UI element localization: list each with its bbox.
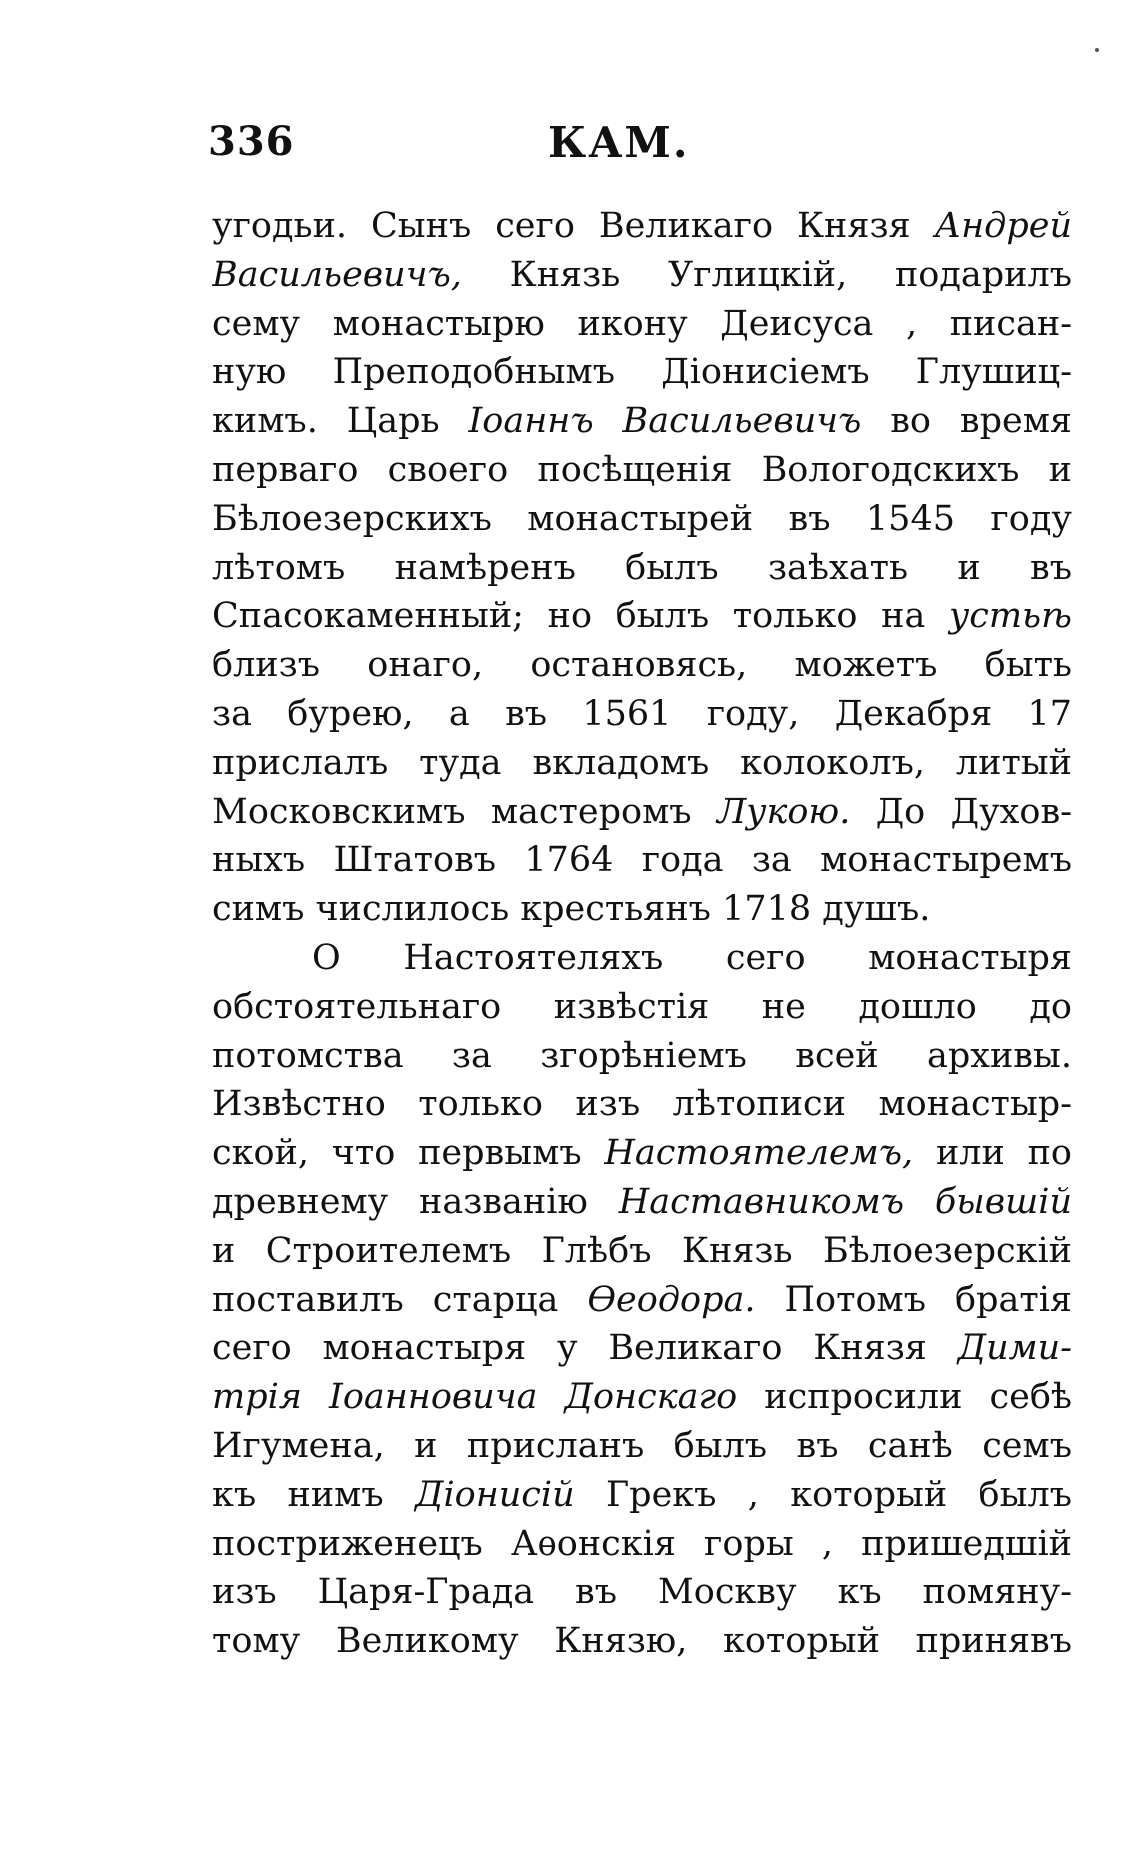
text-line [212,544,1072,593]
text-line [212,202,1072,251]
text-line [212,1373,1072,1422]
text-line [212,1276,1072,1325]
text-span: ской, что первымъ [212,1133,605,1174]
italic-text: Дими- [957,1328,1072,1369]
text-span: сего монастыря у Великаго Князя [212,1328,958,1369]
text-span: Князь Углицкій, подарилъ [461,254,1072,295]
text-line [212,788,1072,837]
italic-text: Ѳеодора. [587,1279,756,1320]
text-span: близъ онаго, остановясь, можетъ быть [212,645,1072,686]
text-span: Грекъ , который былъ [574,1474,1072,1515]
running-head: КАМ. [548,118,690,167]
ink-speck [1095,48,1099,52]
text-line [212,983,1072,1032]
text-line [212,251,1072,300]
text-span: Московскимъ мастеромъ [212,791,717,832]
text-line [212,446,1072,495]
italic-text: Наставникомъ бывшій [618,1181,1072,1222]
italic-text: Діонисій [414,1474,575,1515]
text-line [212,1520,1072,1569]
text-span: за бурею, а въ 1561 году, Декабря 17 [212,693,1072,734]
text-line [212,495,1072,544]
text-line [212,300,1072,349]
text-span: лѣтомъ намѣренъ былъ заѣхать и въ [212,547,1072,588]
text-span: поставилъ старца [212,1279,588,1320]
text-span: До Духов- [850,791,1072,832]
text-line [212,1178,1072,1227]
text-line [212,1227,1072,1276]
text-line [212,592,1072,641]
text-span: Игумена, и присланъ былъ въ санѣ семъ [212,1425,1072,1466]
text-span: прислалъ туда вкладомъ колоколъ, литый [212,742,1072,783]
text-span: О Настоятеляхъ сего монастыря [312,937,1072,978]
text-span: постриженецъ Аѳонскія горы , пришедшій [212,1523,1072,1564]
italic-text: трія Іоанновича Донскаго [212,1377,738,1418]
text-span: ную Преподобнымъ Діонисіемъ Глушиц- [212,352,1072,393]
text-line [212,836,1072,885]
text-span: потомства за згорѣніемъ всей архивы. [212,1035,1072,1076]
text-line [212,1129,1072,1178]
text-span: Извѣстно только изъ лѣтописи монастыр- [212,1084,1072,1125]
text-line [212,1324,1072,1373]
text-line [212,641,1072,690]
text-span: къ нимъ [212,1474,415,1515]
italic-text: устьѣ [948,596,1072,637]
text-span: Бѣлоезерскихъ монастырей въ 1545 году [212,498,1072,539]
text-line [212,348,1072,397]
text-line [212,690,1072,739]
text-span: Потомъ братія [755,1279,1072,1320]
text-span: древнему названію [212,1181,619,1222]
text-span: изъ Царя-Града въ Москву къ помяну- [212,1572,1072,1613]
italic-text: Васильевичъ, [212,254,462,295]
text-line [212,1617,1072,1666]
text-line [212,934,1072,983]
page-header [208,118,1070,168]
text-span: угодьи. Сынъ сего Великаго Князя [212,206,935,246]
text-span: и Строителемъ Глѣбъ Князь Бѣлоезерскій [212,1230,1072,1271]
text-span: во время [861,401,1072,442]
text-line [212,1422,1072,1471]
page-number: 336 [208,118,295,165]
text-span: кимъ. Царь [212,401,469,442]
text-span: Спасокаменный; но былъ только на [212,596,949,637]
text-line [212,1568,1072,1617]
text-span: испросили себѣ [737,1377,1072,1418]
body-text [212,202,1072,1666]
text-line [212,885,1072,934]
text-span: или по [913,1133,1072,1174]
italic-text: Настоятелемъ, [604,1133,914,1174]
text-span: ныхъ Штатовъ 1764 года за монастыремъ [212,840,1072,881]
text-span: перваго своего посѣщенія Вологодскихъ и [212,449,1072,490]
italic-text: Іоаннъ Васильевичъ [468,401,862,442]
text-line [212,1032,1072,1081]
text-line [212,1080,1072,1129]
text-line [212,397,1072,446]
text-span: сему монастырю икону Деисуса , писан- [212,303,1072,344]
text-line [212,739,1072,788]
text-span: тому Великому Князю, который принявъ [212,1621,1072,1662]
italic-text: Андрей [934,206,1072,246]
text-span: обстоятельнаго извѣстія не дошло до [212,986,1072,1027]
italic-text: Лукою. [716,791,851,832]
text-span: симъ числилось крестьянъ 1718 душъ. [212,889,931,930]
text-line [212,1471,1072,1520]
